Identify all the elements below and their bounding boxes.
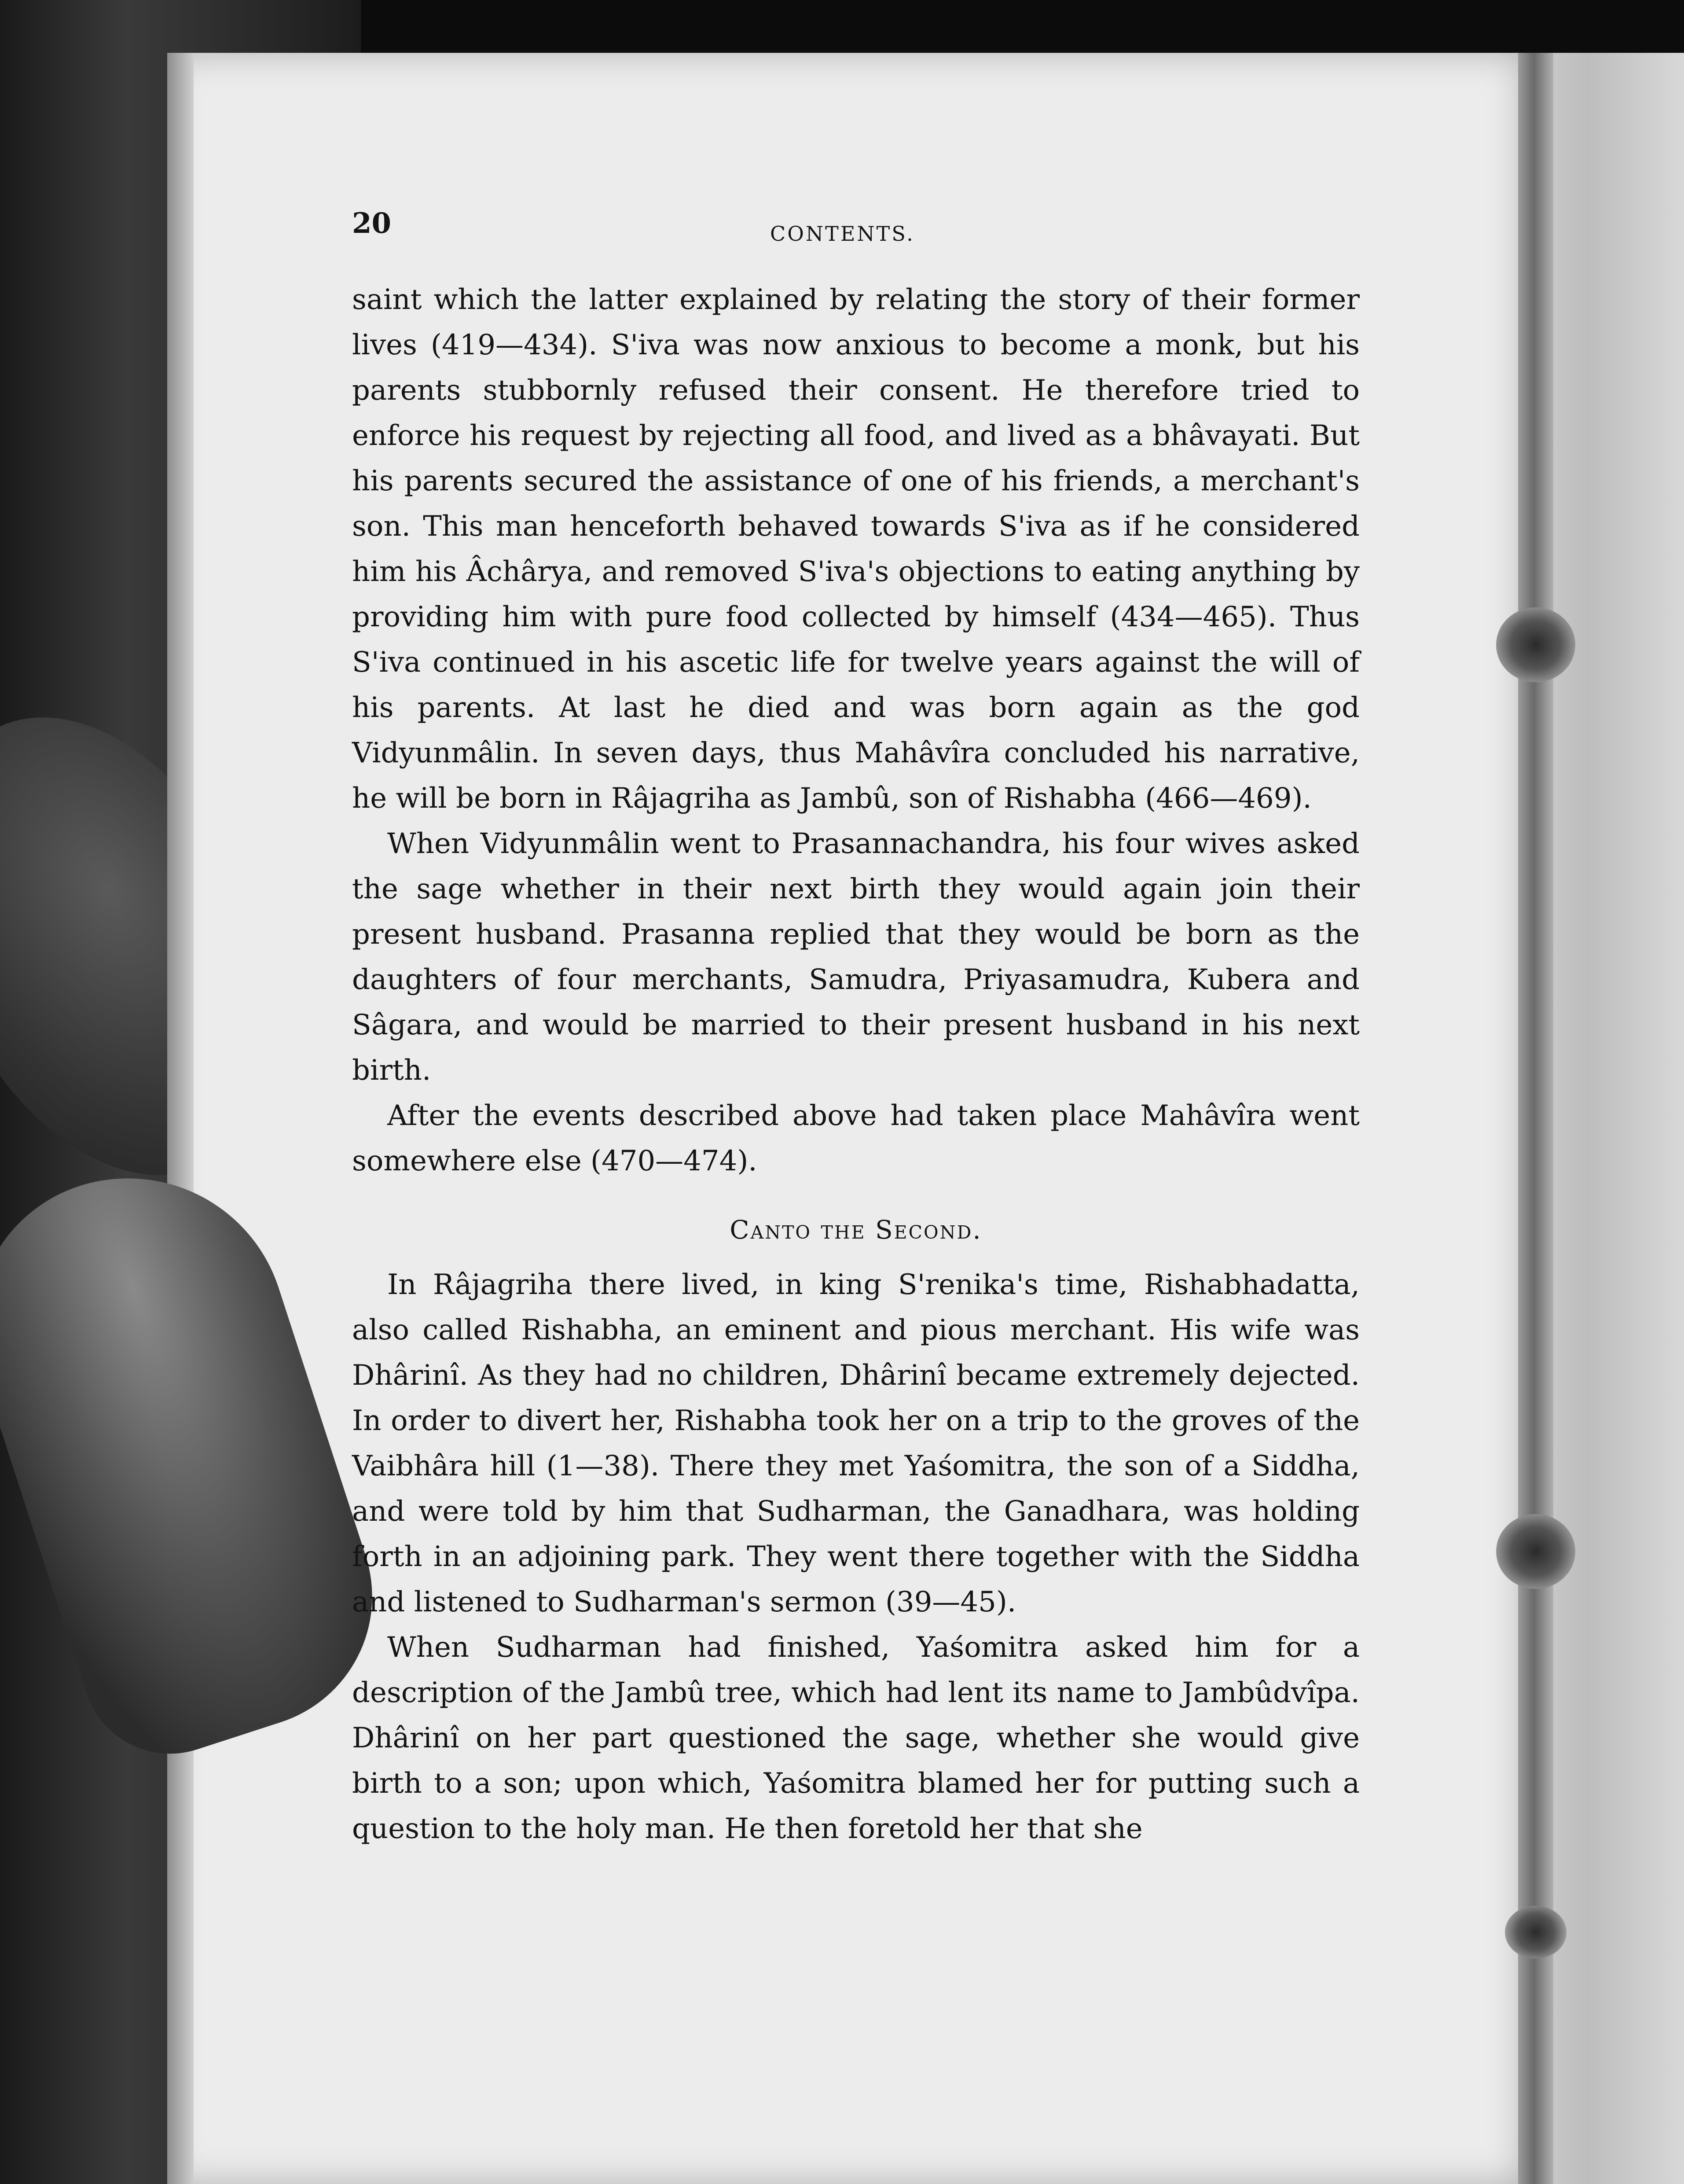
binding-stitch [1496, 607, 1575, 682]
binding-stitch [1505, 1906, 1567, 1959]
paragraph-3: After the events described above had taken place Mahâvîra went somewhere else (470—474). [352, 1099, 1360, 1177]
running-head-title: CONTENTS. [770, 222, 915, 246]
page-text-block [352, 207, 1360, 1852]
section-heading: Canto the Second. [730, 1215, 982, 1245]
paragraph-4: In Râjagriha there lived, in king S'renika's time, Rishabhadatta, also called Rishabha, an eminent and pious merchant. His wife was Dhârinî. As they had no children, Dhârinî became extremely dejected. In order to divert her, Rishabha took her on a trip to the groves of the Vaibhâra hill (1—38). There they met Yaśomitra, the son of a Siddha, and were told by him that Sudharman, the Ganadhara, was holding forth in an adjoining park. They went there together with the Siddha and listened to Sudharman's sermon (39—45). [352, 1268, 1360, 1618]
running-head [352, 207, 1360, 277]
binding-stitch [1496, 1514, 1575, 1589]
page-number: 20 [352, 207, 392, 240]
paragraph-1: saint which the latter explained by relating the story of their former lives (419—434). S'iva was now anxious to become a monk, but his parents stubbornly refused their consent. He therefore tried to enforce his request by rejecting all food, and lived as a bhâvayati. But his parents secured the assistance of one of his friends, a merchant's son. This man henceforth behaved towards S'iva as if he considered him his Âchârya, and removed S'iva's objections to eating anything by providing him with pure food collected by himself (434—465). Thus S'iva continued in his ascetic life for twelve years against the will of his parents. At last he died and was born again as the god Vidyunmâlin. In seven days, thus Mahâvîra concluded his narrative, he will be born in Râjagriha as Jambû, son of Rishabha (466—469). [352, 283, 1360, 815]
paragraph-5: When Sudharman had finished, Yaśomitra asked him for a description of the Jambû tree, which had lent its name to Jambûdvîpa. Dhârinî on her part questioned the sage, whether she would give birth to a son; upon which, Yaśomitra blamed her for putting such a question to the holy man. He then foretold her that she [352, 1631, 1360, 1845]
book-binding [1518, 53, 1553, 2184]
paragraph-2: When Vidyunmâlin went to Prasannachandra, his four wives asked the sage whether in their next birth they would again join their present husband. Prasanna replied that they would be born as the daughters of four merchants, Samudra, Priyasamudra, Kubera and Sâgara, and would be married to their present husband in his next birth. [352, 827, 1360, 1087]
page-edge-stack [167, 53, 194, 2184]
